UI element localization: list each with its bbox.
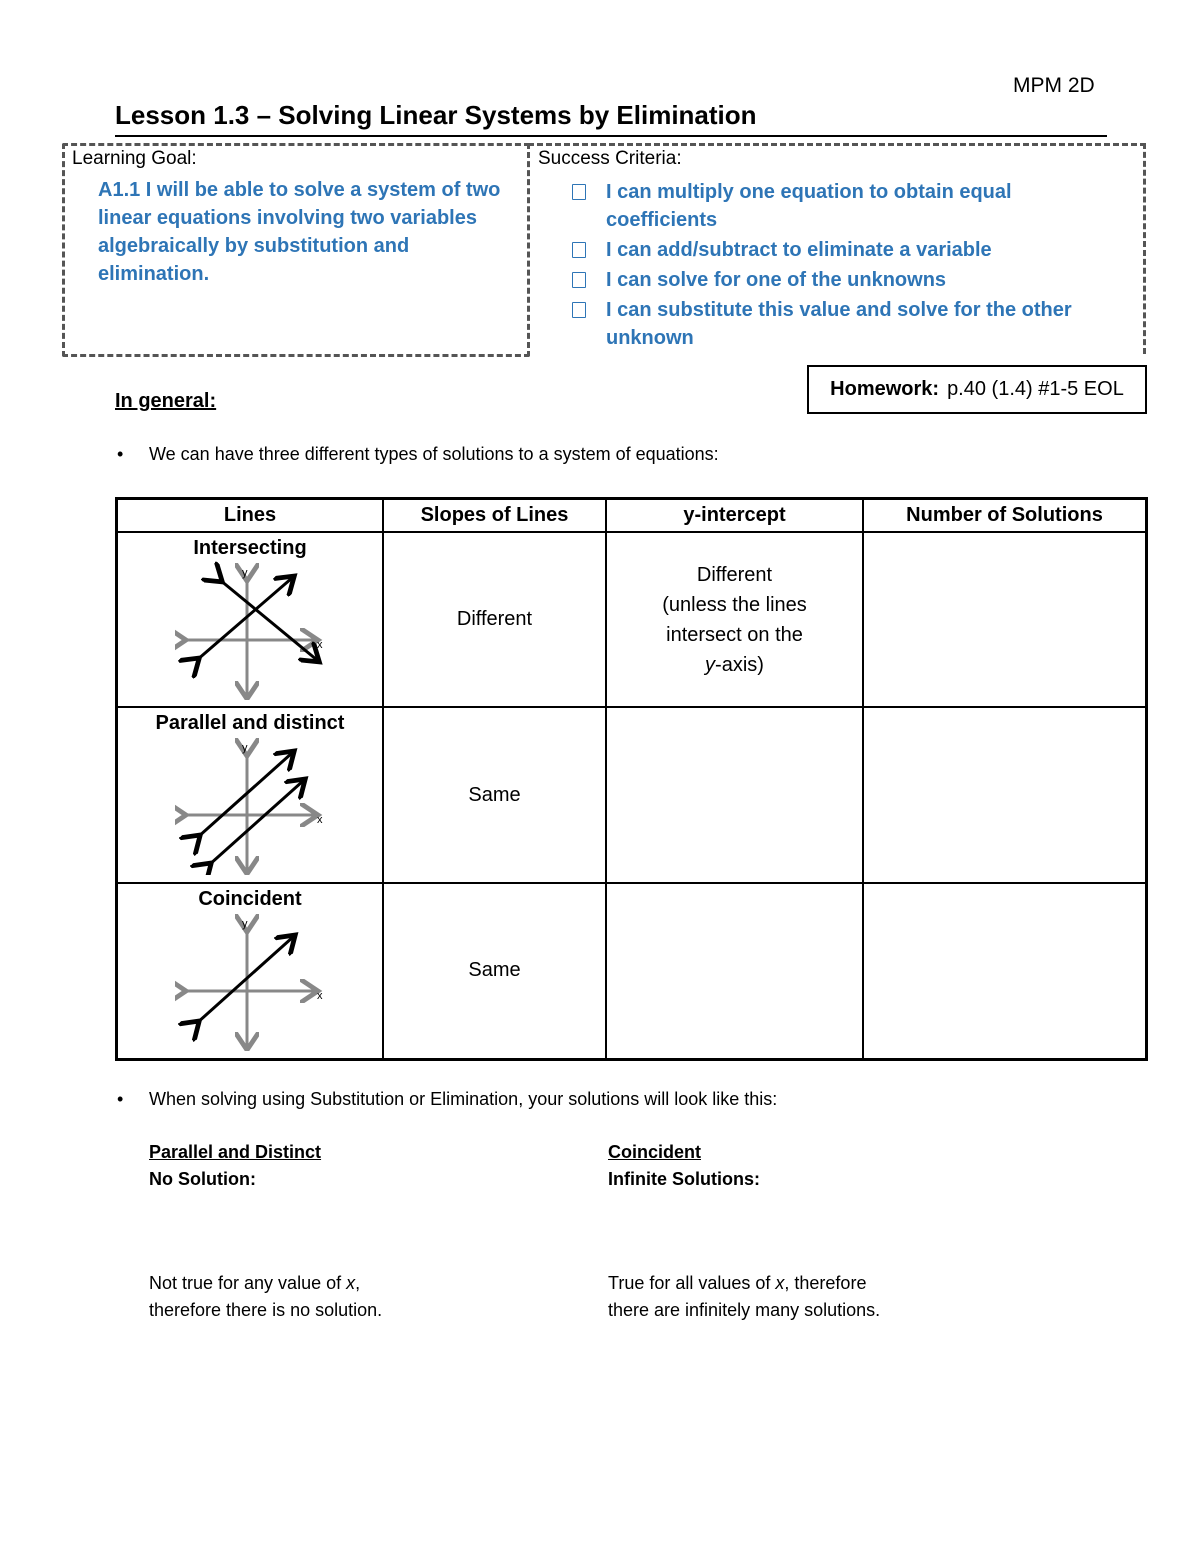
line-type-label: Coincident	[198, 888, 302, 910]
yintercept-text	[607, 650, 862, 680]
line-type-label: Intersecting	[193, 537, 307, 559]
line-a	[198, 753, 292, 837]
bullet-item	[117, 444, 719, 465]
solutions-cell[interactable]	[863, 707, 1147, 883]
criteria-item	[572, 296, 1112, 352]
parallel-explanation	[149, 1270, 382, 1324]
explanation-line	[149, 1270, 382, 1297]
homework-label: Homework:	[830, 378, 940, 400]
x-axis-label: x	[317, 814, 323, 826]
solutions-cell[interactable]	[863, 532, 1147, 707]
bullet-icon: •	[117, 1089, 124, 1109]
criteria-item	[572, 236, 1112, 264]
y-axis-label: y	[242, 742, 248, 754]
checkbox-icon[interactable]	[572, 272, 586, 288]
success-criteria-label: Success Criteria:	[538, 148, 682, 169]
title-divider	[115, 135, 1107, 137]
table-header-row	[117, 499, 1147, 533]
y-variable: y	[705, 653, 716, 676]
line-a	[197, 578, 292, 660]
yintercept-text: (unless the lines	[662, 593, 807, 616]
column-header: Number of Solutions	[863, 499, 1147, 533]
bullet-item	[117, 1089, 778, 1110]
parallel-lines-graph	[175, 735, 325, 875]
yintercept-suffix: -axis)	[715, 653, 764, 676]
line-b	[220, 580, 317, 660]
explanation-text: True for all values of	[608, 1273, 776, 1293]
criteria-text: I can solve for one of the unknowns	[606, 269, 947, 291]
explanation-text: Not true for any value of	[149, 1273, 347, 1293]
solutions-cell[interactable]	[863, 883, 1147, 1059]
success-criteria-list	[572, 178, 1112, 354]
slopes-cell: Same	[383, 707, 606, 883]
lines-cell	[117, 532, 384, 707]
column-header: Slopes of Lines	[383, 499, 606, 533]
y-axis-label: y	[242, 567, 248, 579]
yintercept-cell	[606, 532, 863, 707]
learning-goal-label: Learning Goal:	[72, 148, 197, 169]
slopes-cell: Different	[383, 532, 606, 707]
checkbox-icon[interactable]	[572, 184, 586, 200]
table-row	[117, 883, 1147, 1059]
explanation-line: therefore there is no solution.	[149, 1300, 383, 1320]
yintercept-text: intersect on the	[666, 623, 803, 646]
yintercept-cell[interactable]	[606, 707, 863, 883]
infinite-solutions-label: Infinite Solutions:	[608, 1169, 760, 1189]
bullet-text: When solving using Substitution or Elimination, your solutions will look like this:	[149, 1089, 778, 1109]
coincident-lines-graph	[175, 911, 325, 1051]
bullet-text: We can have three different types of solutions to a system of equations:	[149, 444, 719, 464]
y-axis-label: y	[242, 918, 248, 930]
homework-box	[807, 365, 1147, 414]
parallel-heading: Parallel and Distinct	[149, 1142, 322, 1162]
section-heading: In general:	[115, 390, 217, 412]
criteria-text: I can add/subtract to eliminate a variable	[606, 239, 992, 261]
intersecting-lines-graph	[175, 560, 325, 700]
table-row	[117, 532, 1147, 707]
x-variable: x	[346, 1273, 356, 1293]
yintercept-text: Different	[696, 563, 773, 586]
no-solution-label: No Solution:	[149, 1169, 256, 1189]
checkbox-icon[interactable]	[572, 302, 586, 318]
criteria-text: I can multiply one equation to obtain equal coefficients	[606, 181, 1012, 231]
explanation-line	[608, 1270, 880, 1297]
criteria-item	[572, 266, 1112, 294]
bullet-icon: •	[117, 444, 124, 464]
explanation-text: ,	[355, 1273, 361, 1293]
checkbox-icon[interactable]	[572, 242, 586, 258]
x-variable: x	[775, 1273, 785, 1293]
homework-value: p.40 (1.4) #1-5 EOL	[947, 378, 1124, 400]
x-axis-label: x	[317, 990, 323, 1002]
line-b	[209, 781, 303, 865]
coincident-explanation	[608, 1270, 880, 1324]
table-row	[117, 707, 1147, 883]
solutions-table	[115, 497, 1148, 1061]
coincident-heading: Coincident	[608, 1142, 701, 1162]
column-header: y-intercept	[606, 499, 863, 533]
criteria-item	[572, 178, 1112, 234]
lines-cell	[117, 707, 384, 883]
course-code: MPM 2D	[1013, 74, 1095, 97]
explanation-line: there are infinitely many solutions.	[608, 1300, 881, 1320]
coincident-line	[197, 937, 293, 1023]
yintercept-cell[interactable]	[606, 883, 863, 1059]
slopes-cell: Same	[383, 883, 606, 1059]
explanation-text: , therefore	[784, 1273, 867, 1293]
criteria-text: I can substitute this value and solve for the other unknown	[606, 299, 1072, 349]
column-header: Lines	[117, 499, 384, 533]
learning-goal-text: A1.1 I will be able to solve a system of two linear equations involving two variables algebraically by substitution and elimination.	[98, 179, 501, 285]
page-title: Lesson 1.3 – Solving Linear Systems by Elimination	[115, 100, 757, 130]
lines-cell	[117, 883, 384, 1059]
line-type-label: Parallel and distinct	[155, 712, 345, 734]
x-axis-label: x	[317, 639, 323, 651]
